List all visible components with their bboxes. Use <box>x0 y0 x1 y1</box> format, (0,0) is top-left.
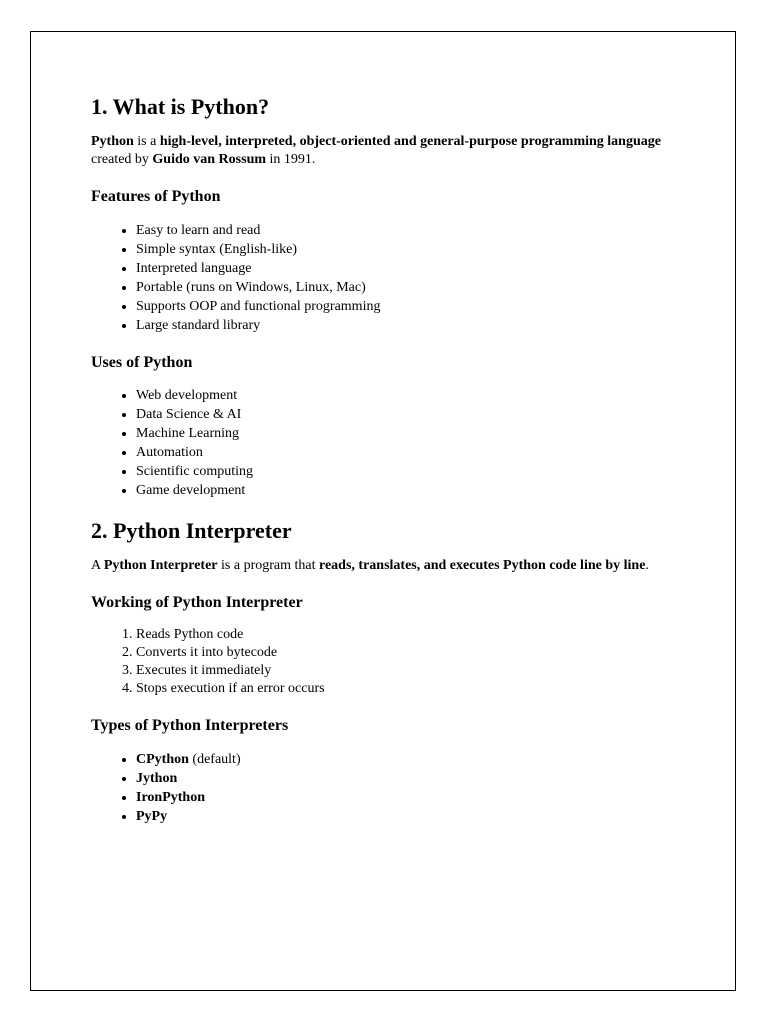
intro-text: is a <box>133 134 160 150</box>
list-item: • Simple syntax (English-like) <box>136 240 677 259</box>
list-item: • Interpreted language <box>136 259 677 278</box>
list-item <box>136 750 677 769</box>
list-item <box>136 807 677 826</box>
list-item: • Web development <box>136 386 677 405</box>
list-item <box>136 788 677 807</box>
interpreter-name: CPython <box>136 751 189 767</box>
intro-text: in 1991. <box>266 152 316 168</box>
list-item: • Portable (runs on Windows, Linux, Mac) <box>136 278 677 297</box>
list-item: • Machine Learning <box>136 424 677 443</box>
list-item: • Easy to learn and read <box>136 221 677 240</box>
subheading-working: Working of Python Interpreter <box>91 594 303 612</box>
list-item: • Large standard library <box>136 316 677 335</box>
list-item: • Scientific computing <box>136 462 677 481</box>
list-item: • Automation <box>136 443 677 462</box>
intro-bold-interpreter: Python Interpreter <box>103 558 218 574</box>
document-page <box>30 31 736 991</box>
document-content <box>91 94 677 844</box>
python-intro-paragraph <box>91 133 677 169</box>
interpreter-name: PyPy <box>136 808 168 824</box>
list-item <box>136 769 677 788</box>
section-heading-python-interpreter: 2. Python Interpreter <box>91 517 292 543</box>
list-item: 4. Stops execution if an error occurs <box>136 680 677 698</box>
list-item: 3. Executes it immediately <box>136 662 677 680</box>
list-item: • Game development <box>136 481 677 500</box>
intro-bold-creator: Guido van Rossum <box>152 152 267 168</box>
uses-list <box>91 386 677 500</box>
features-list <box>91 221 677 335</box>
section-heading-what-is-python: 1. What is Python? <box>91 94 270 119</box>
interpreter-name: Jython <box>136 770 178 786</box>
intro-bold-python: Python <box>91 134 134 150</box>
interpreter-types-list <box>91 750 677 826</box>
intro-text: A <box>91 558 104 574</box>
subheading-uses: Uses of Python <box>91 353 193 371</box>
interpreter-note: (default) <box>188 751 241 767</box>
interpreter-name: IronPython <box>136 789 205 805</box>
subheading-types: Types of Python Interpreters <box>91 717 289 735</box>
interpreter-intro-paragraph <box>91 557 677 575</box>
intro-text: created by <box>91 152 153 168</box>
list-item: 2. Converts it into bytecode <box>136 644 677 662</box>
intro-text: . <box>645 558 649 574</box>
subheading-features: Features of Python <box>91 188 221 206</box>
intro-text: is a program that <box>217 558 319 574</box>
intro-bold-definition: reads, translates, and executes Python code line by line <box>319 558 646 574</box>
working-steps-list <box>91 626 677 698</box>
list-item: 1. Reads Python code <box>136 626 677 644</box>
list-item: • Data Science & AI <box>136 405 677 424</box>
intro-bold-description: high-level, interpreted, object-oriented and general-purpose programming language <box>159 134 661 150</box>
list-item: • Supports OOP and functional programming <box>136 297 677 316</box>
